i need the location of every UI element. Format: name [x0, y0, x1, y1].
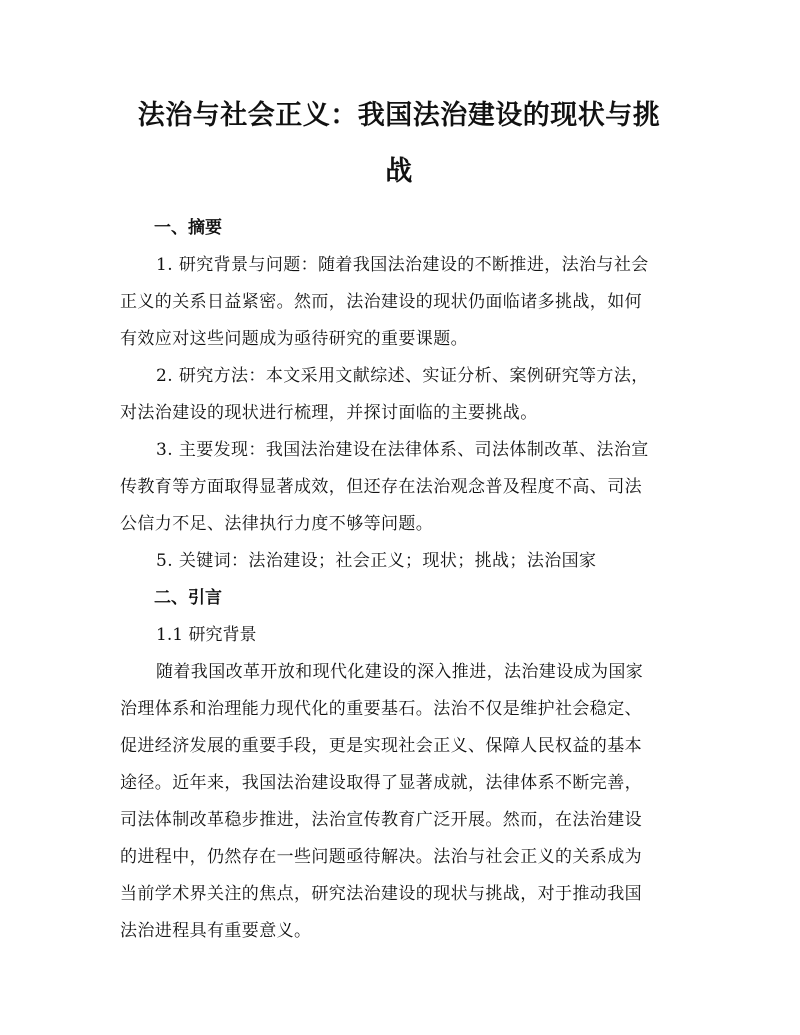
- text-line: 公信力不足、法律执行力度不够等问题。: [120, 514, 434, 534]
- document-page: [120, 0, 678, 950]
- background-paragraph: [120, 654, 678, 950]
- text-line: 治理体系和治理能力现代化的重要基石。法治不仅是维护社会稳定、: [120, 699, 642, 719]
- text-line: 1. 研究背景与问题：随着我国法治建设的不断推进，法治与社会: [156, 255, 649, 275]
- abstract-item-background: [120, 247, 678, 358]
- text-line: 传教育等方面取得显著成效，但还存在法治观念普及程度不高、司法: [120, 477, 642, 497]
- title-line-2: 战: [385, 156, 413, 187]
- text-line: 当前学术界关注的焦点，研究法治建设的现状与挑战，对于推动我国: [120, 884, 642, 904]
- subsection-heading-background: 1.1 研究背景: [156, 625, 257, 645]
- abstract-item-keywords: [120, 543, 678, 580]
- abstract-item-findings: [120, 432, 678, 543]
- abstract-item-methods: [120, 358, 678, 432]
- text-line: 随着我国改革开放和现代化建设的深入推进，法治建设成为国家: [156, 662, 644, 682]
- text-line: 的进程中，仍然存在一些问题亟待解决。法治与社会正义的关系成为: [120, 847, 642, 867]
- text-line: 正义的关系日益紧密。然而，法治建设的现状仍面临诸多挑战，如何: [120, 292, 642, 312]
- title-line-1: 法治与社会正义：我国法治建设的现状与挑: [137, 100, 661, 131]
- text-line: 5. 关键词：法治建设；社会正义；现状；挑战；法治国家: [156, 551, 597, 571]
- text-line: 法治进程具有重要意义。: [120, 921, 312, 941]
- document-title: [120, 0, 678, 200]
- text-line: 途径。近年来，我国法治建设取得了显著成就，法律体系不断完善，: [120, 773, 642, 793]
- text-line: 有效应对这些问题成为亟待研究的重要课题。: [120, 329, 468, 349]
- text-line: 司法体制改革稳步推进，法治宣传教育广泛开展。然而，在法治建设: [120, 810, 642, 830]
- text-line: 3. 主要发现：我国法治建设在法律体系、司法体制改革、法治宣: [156, 440, 649, 460]
- text-line: 对法治建设的现状进行梳理，并探讨面临的主要挑战。: [120, 403, 538, 423]
- section-heading-abstract: 一、摘要: [154, 218, 222, 238]
- section-heading-introduction: 二、引言: [154, 588, 222, 608]
- text-line: 促进经济发展的重要手段，更是实现社会正义、保障人民权益的基本: [120, 736, 642, 756]
- text-line: 2. 研究方法：本文采用文献综述、实证分析、案例研究等方法，: [156, 366, 649, 386]
